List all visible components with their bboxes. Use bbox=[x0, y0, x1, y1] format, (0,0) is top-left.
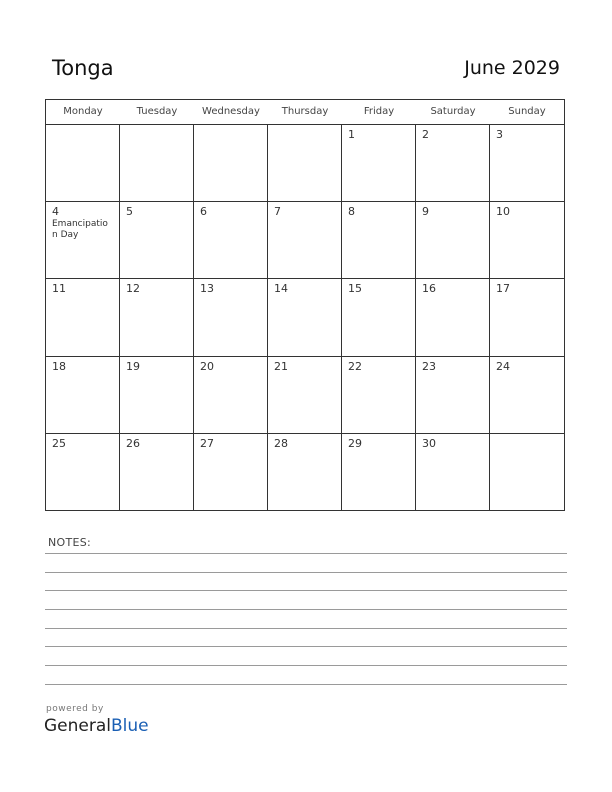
day-number: 25 bbox=[52, 436, 66, 450]
day-cell bbox=[46, 202, 120, 279]
day-cell bbox=[342, 357, 416, 434]
day-cell bbox=[194, 125, 268, 202]
day-number: 7 bbox=[274, 205, 281, 219]
weekday-header: Saturday bbox=[430, 106, 476, 117]
day-number: 14 bbox=[274, 282, 288, 296]
day-cell bbox=[120, 434, 194, 511]
generalblue-logo[interactable] bbox=[44, 716, 149, 736]
weekday-header: Tuesday bbox=[136, 106, 178, 117]
day-cell bbox=[120, 357, 194, 434]
day-number: 3 bbox=[496, 128, 503, 141]
weekday-header: Sunday bbox=[508, 106, 546, 117]
calendar-month-title: June 2029 bbox=[464, 57, 560, 79]
day-cell bbox=[46, 434, 120, 511]
weekday-header: Friday bbox=[363, 106, 395, 117]
day-cell bbox=[490, 125, 564, 202]
calendar-country-title: Tonga bbox=[52, 56, 114, 80]
day-number: 29 bbox=[348, 436, 362, 450]
day-cell bbox=[416, 202, 490, 279]
note-line bbox=[45, 646, 567, 647]
day-cell bbox=[490, 202, 564, 279]
day-cell bbox=[268, 357, 342, 434]
weekday-header: Thursday bbox=[281, 106, 329, 117]
note-line bbox=[45, 628, 567, 629]
day-cell bbox=[342, 279, 416, 356]
day-number: 24 bbox=[496, 359, 510, 373]
day-cell bbox=[268, 202, 342, 279]
holiday-label: Emancipation Day bbox=[52, 219, 108, 241]
day-number: 4 bbox=[52, 205, 59, 219]
day-cell bbox=[268, 434, 342, 511]
note-line bbox=[45, 609, 567, 610]
day-number: 18 bbox=[52, 359, 66, 373]
day-number: 6 bbox=[200, 205, 207, 219]
brand-blue-text: Blue bbox=[111, 716, 149, 736]
note-line bbox=[45, 684, 567, 685]
calendar-table bbox=[45, 99, 565, 511]
day-number: 11 bbox=[52, 282, 66, 296]
day-number: 13 bbox=[200, 282, 214, 296]
weekday-header: Wednesday bbox=[202, 106, 260, 117]
day-cell bbox=[46, 279, 120, 356]
day-number: 12 bbox=[126, 282, 140, 296]
brand-general-text: General bbox=[44, 716, 111, 736]
note-line bbox=[45, 590, 567, 591]
day-number: 15 bbox=[348, 282, 362, 296]
day-number: 5 bbox=[126, 205, 133, 219]
day-cell bbox=[194, 279, 268, 356]
day-cell bbox=[490, 357, 564, 434]
day-number: 30 bbox=[422, 436, 436, 450]
day-number: 23 bbox=[422, 359, 436, 373]
day-cell bbox=[490, 434, 564, 511]
day-number: 27 bbox=[200, 436, 214, 450]
notes-label: NOTES: bbox=[48, 536, 92, 549]
day-cell bbox=[490, 279, 564, 356]
day-cell bbox=[194, 202, 268, 279]
day-cell bbox=[416, 357, 490, 434]
calendar-day-grid bbox=[46, 125, 564, 511]
day-cell bbox=[46, 357, 120, 434]
day-number: 17 bbox=[496, 282, 510, 296]
day-cell bbox=[416, 279, 490, 356]
day-cell bbox=[120, 125, 194, 202]
day-number: 26 bbox=[126, 436, 140, 450]
day-number: 21 bbox=[274, 359, 288, 373]
day-cell bbox=[268, 125, 342, 202]
day-cell bbox=[268, 279, 342, 356]
day-number: 28 bbox=[274, 436, 288, 450]
day-number: 16 bbox=[422, 282, 436, 296]
note-line bbox=[45, 665, 567, 666]
day-number: 2 bbox=[422, 128, 429, 141]
weekday-header: Monday bbox=[63, 106, 103, 117]
note-line bbox=[45, 553, 567, 554]
day-number: 22 bbox=[348, 359, 362, 373]
day-cell bbox=[342, 202, 416, 279]
day-cell bbox=[46, 125, 120, 202]
day-number: 9 bbox=[422, 205, 429, 219]
weekday-header-row bbox=[46, 100, 564, 125]
day-number: 19 bbox=[126, 359, 140, 373]
day-cell bbox=[416, 434, 490, 511]
day-number: 1 bbox=[348, 128, 355, 141]
powered-by-text: powered by bbox=[46, 704, 104, 714]
day-cell bbox=[120, 279, 194, 356]
day-cell bbox=[194, 357, 268, 434]
note-line bbox=[45, 572, 567, 573]
day-cell bbox=[120, 202, 194, 279]
day-cell bbox=[342, 434, 416, 511]
day-number: 8 bbox=[348, 205, 355, 219]
day-cell bbox=[416, 125, 490, 202]
day-number: 20 bbox=[200, 359, 214, 373]
day-cell bbox=[194, 434, 268, 511]
day-cell bbox=[342, 125, 416, 202]
day-number: 10 bbox=[496, 205, 510, 219]
